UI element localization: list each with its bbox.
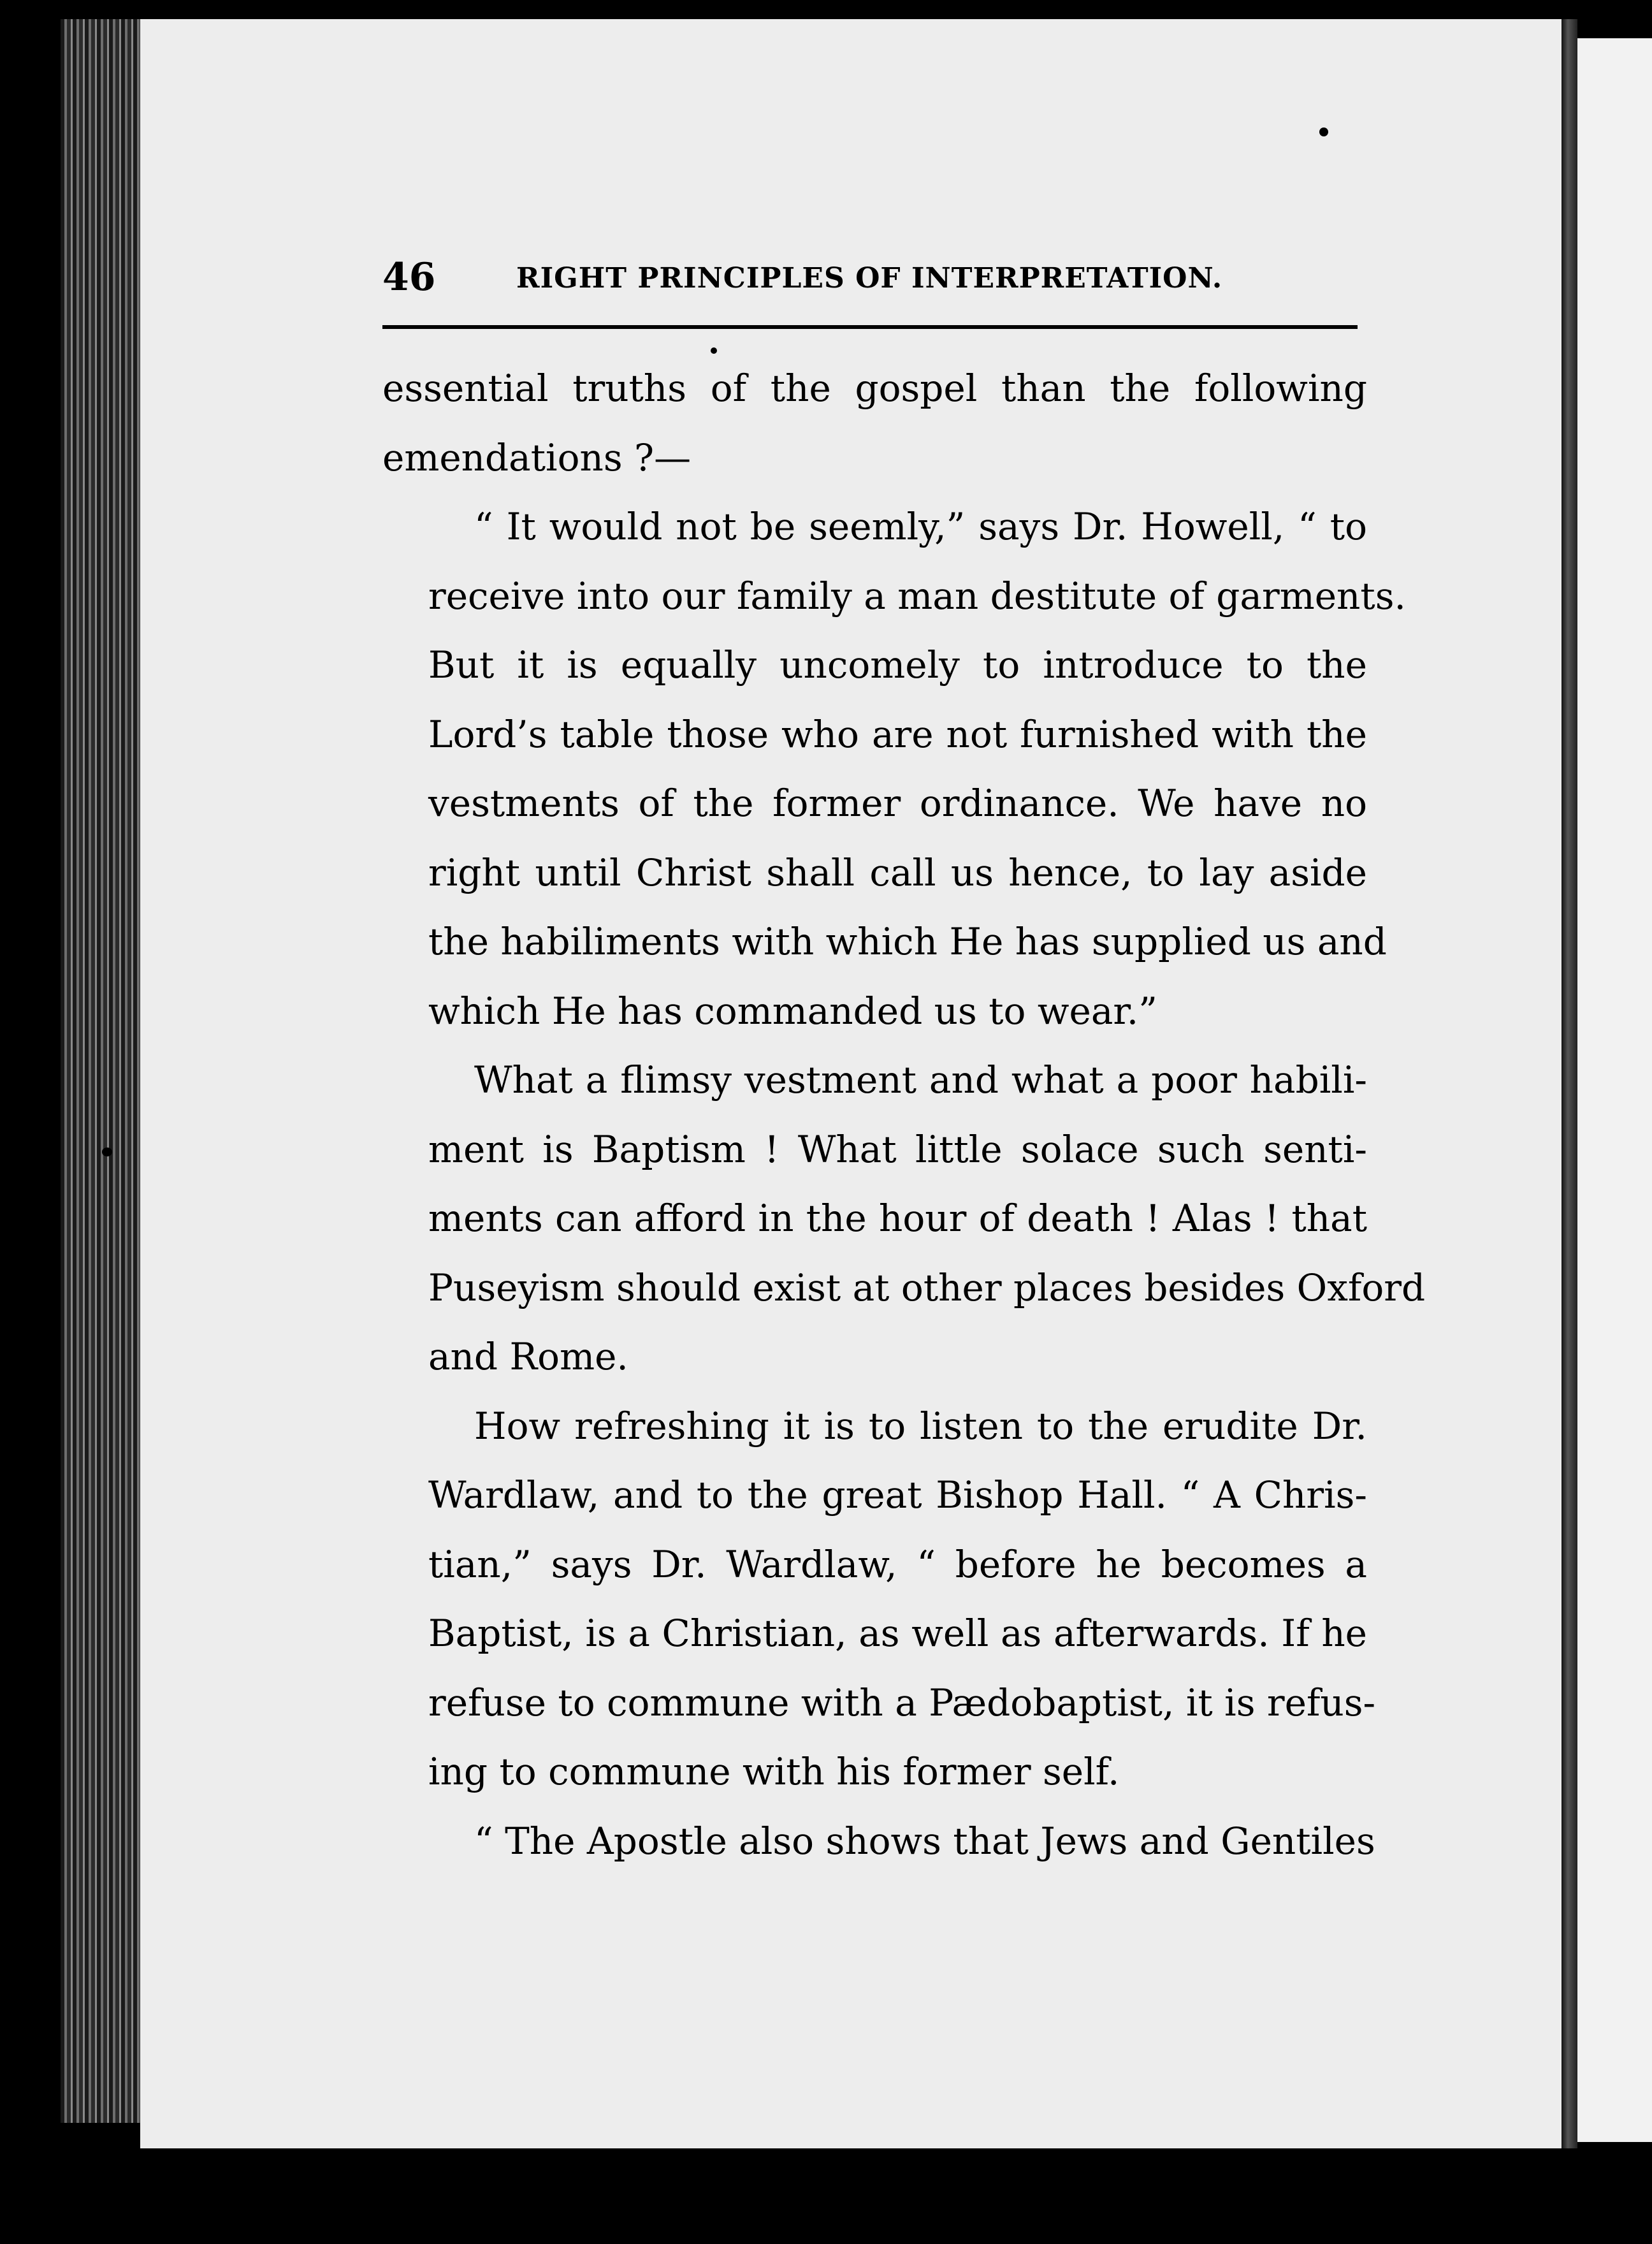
text-line: emendations ?— [382,435,692,479]
text-line: ing to commune with his former self. [428,1750,1120,1793]
text-line: tian,” says Dr. Wardlaw, “ before he becomes a [428,1542,1367,1586]
text-line: and Rome. [428,1335,628,1378]
text-line: receive into our family a man destitute of garments. [428,574,1406,618]
facing-page-edge [1577,38,1652,2142]
ink-speck [102,1148,112,1156]
text-line: “ It would not be seemly,” says Dr. Howell, “ to [474,505,1367,548]
paragraph [382,492,1406,1046]
text-line: But it is equally uncomely to introduce to the [428,643,1367,687]
text-line: right until Christ shall call us hence, to lay aside [428,850,1367,894]
book-gutter-edge [1561,19,1577,2148]
book-page-edges [61,19,150,2123]
text-line: refuse to commune with a Pædobaptist, it is refus- [428,1680,1376,1724]
text-line: ments can afford in the hour of death ! Alas ! that [428,1197,1367,1240]
text-line: How refreshing it is to listen to the erudite Dr. [474,1404,1367,1448]
text-line: ment is Baptism ! What little solace such senti- [428,1127,1367,1171]
text-line: What a flimsy vestment and what a poor habili- [474,1058,1367,1102]
text-line: Puseyism should exist at other places besides Oxford [428,1265,1426,1309]
text-line: vestments of the former ordinance. We have no [428,782,1367,825]
text-line: the habiliments with which He has supplied us and [428,920,1387,963]
text-line: “ The Apostle also shows that Jews and Gentiles [474,1819,1375,1863]
text-line: essential truths of the gospel than the following [382,367,1367,410]
paragraph [382,1392,1376,1807]
text-line: which He has commanded us to wear.” [428,989,1157,1033]
paragraph [382,1807,1375,1876]
text-line: Baptist, is a Christian, as well as afterwards. If he [428,1612,1367,1655]
text-line: Wardlaw, and to the great Bishop Hall. “ A Chris- [428,1473,1367,1517]
ink-speck [711,347,717,354]
paragraph [382,354,1367,492]
running-title: RIGHT PRINCIPLES OF INTERPRETATION. [516,262,1223,295]
running-head [382,252,1358,303]
header-rule [382,325,1358,329]
body-text [382,354,1426,1876]
ink-speck [1319,127,1328,136]
text-line: Lord’s table those who are not furnished with the [428,712,1367,756]
paragraph [382,1046,1426,1392]
page-number: 46 [382,255,436,300]
